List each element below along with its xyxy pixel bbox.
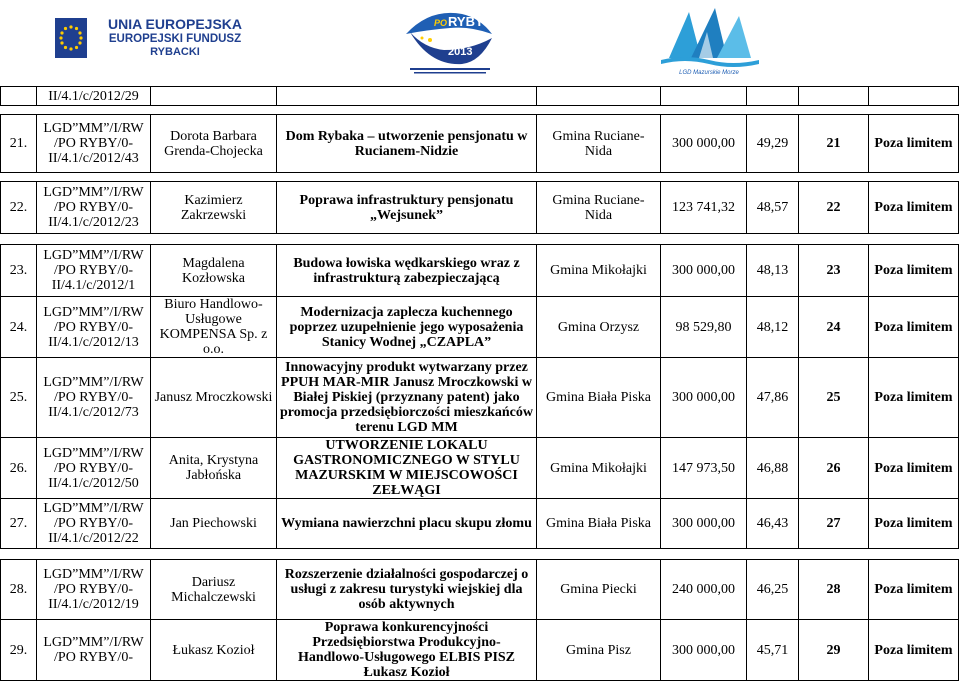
row-number: 26.: [1, 438, 37, 499]
score: 49,29: [747, 115, 799, 173]
status: [869, 87, 959, 106]
gap-cell: [799, 234, 869, 245]
row-gap: [1, 234, 959, 245]
row-number: 24.: [1, 297, 37, 358]
gap-cell: [37, 234, 151, 245]
eu-line-1: UNIA EUROPEJSKA: [107, 16, 243, 32]
applicant-name: Jan Piechowski: [151, 499, 277, 549]
gap-cell: [661, 549, 747, 560]
gap-cell: [1, 549, 37, 560]
application-number-line: II/4.1/c/2012/73: [48, 405, 139, 420]
lgd-caption-text: LGD Mazurskie Morze: [679, 70, 739, 76]
application-number-line: II/4.1/c/2012/19: [48, 597, 139, 612]
amount: 240 000,00: [661, 560, 747, 620]
application-number-line: II/4.1/c/2012/29: [48, 88, 139, 104]
status: Poza limitem: [869, 115, 959, 173]
gap-cell: [277, 549, 537, 560]
application-number-line: II/4.1/c/2012/13: [48, 334, 139, 350]
project-title: Dom Rybaka – utworzenie pensjonatu w Rucianem-Nidzie: [277, 115, 537, 173]
amount: 300 000,00: [661, 358, 747, 438]
project-title: Poprawa konkurencyjności Przedsiębiorstwa Produkcyjno-Handlowo-Usługowego ELBIS PISZ Łukasz Kozioł: [277, 620, 537, 681]
table-row: [1, 499, 959, 549]
project-title: UTWORZENIE LOKALU GASTRONOMICZNEGO W STYLU MAZURSKIM W MIEJSCOWOŚCI ZEŁWĄGI: [277, 438, 537, 499]
amount: [661, 87, 747, 106]
application-number-line: /PO RYBY/0-: [54, 460, 133, 476]
rank: 23: [799, 245, 869, 297]
gap-cell: [869, 234, 959, 245]
status: Poza limitem: [869, 620, 959, 681]
gap-cell: [37, 549, 151, 560]
gap-cell: [869, 173, 959, 182]
ryby-po-text: PO: [434, 18, 448, 28]
application-number-line: LGD”MM”/I/RW: [43, 121, 144, 136]
gap-cell: [799, 106, 869, 115]
gap-cell: [1, 106, 37, 115]
gap-cell: [1, 234, 37, 245]
application-number-line: II/4.1/c/2012/23: [48, 215, 139, 230]
rank: 27: [799, 499, 869, 549]
project-title: Wymiana nawierzchni placu skupu złomu: [277, 499, 537, 549]
rank: [799, 87, 869, 106]
score: 46,43: [747, 499, 799, 549]
location: [537, 87, 661, 106]
application-number: [37, 297, 151, 358]
application-number-line: /PO RYBY/0-: [54, 319, 133, 335]
application-number-line: II/4.1/c/2012/22: [48, 531, 139, 546]
amount: 300 000,00: [661, 115, 747, 173]
table-row: [1, 87, 959, 106]
application-number-line: /PO RYBY/0-: [54, 263, 133, 278]
eu-fund-logo: [55, 14, 243, 64]
project-title: Poprawa infrastruktury pensjonatu „Wejsunek”: [277, 182, 537, 234]
amount: 300 000,00: [661, 499, 747, 549]
applicant-name: Biuro Handlowo-Usługowe KOMPENSA Sp. z o.o.: [151, 297, 277, 358]
application-number-line: /PO RYBY/0-: [54, 390, 133, 405]
table-row: [1, 182, 959, 234]
gap-cell: [277, 173, 537, 182]
row-number: 29.: [1, 620, 37, 681]
gap-cell: [1, 173, 37, 182]
amount: 123 741,32: [661, 182, 747, 234]
application-number: [37, 560, 151, 620]
location: Gmina Piecki: [537, 560, 661, 620]
project-title: Rozszerzenie działalności gospodarczej o usługi z zakresu turystyki wiejskiej dla osób aktywnych: [277, 560, 537, 620]
location: Gmina Ruciane-Nida: [537, 182, 661, 234]
gap-cell: [747, 549, 799, 560]
gap-cell: [537, 173, 661, 182]
score: 45,71: [747, 620, 799, 681]
application-number-line: /PO RYBY/0-: [54, 650, 133, 665]
application-number-line: LGD”MM”/I/RW: [43, 304, 144, 320]
application-number: [37, 182, 151, 234]
score: [747, 87, 799, 106]
gap-cell: [869, 549, 959, 560]
status: Poza limitem: [869, 245, 959, 297]
applicant-name: Magdalena Kozłowska: [151, 245, 277, 297]
row-number: [1, 87, 37, 106]
table-body: [1, 87, 959, 681]
row-gap: [1, 173, 959, 182]
location: Gmina Biała Piska: [537, 358, 661, 438]
application-number-line: /PO RYBY/0-: [54, 200, 133, 215]
gap-cell: [277, 234, 537, 245]
score: 48,57: [747, 182, 799, 234]
status: Poza limitem: [869, 560, 959, 620]
applicant-name: Dariusz Michalczewski: [151, 560, 277, 620]
gap-cell: [537, 234, 661, 245]
row-number: 28.: [1, 560, 37, 620]
eu-fund-text: [95, 17, 255, 58]
applicant-name: [151, 87, 277, 106]
table-row: [1, 245, 959, 297]
application-number-line: /PO RYBY/0-: [54, 136, 133, 151]
status: Poza limitem: [869, 438, 959, 499]
gap-cell: [151, 106, 277, 115]
application-number-line: LGD”MM”/I/RW: [43, 635, 144, 650]
gap-cell: [537, 549, 661, 560]
po-ryby-logo: [400, 4, 500, 76]
location: Gmina Orzysz: [537, 297, 661, 358]
application-number: [37, 245, 151, 297]
applicant-name: Łukasz Kozioł: [151, 620, 277, 681]
table-row: [1, 560, 959, 620]
location: Gmina Mikołajki: [537, 438, 661, 499]
application-number-line: LGD”MM”/I/RW: [43, 248, 144, 263]
application-number: [37, 115, 151, 173]
ryby-year-2: 2013: [448, 46, 473, 58]
table-row: [1, 358, 959, 438]
score: 47,86: [747, 358, 799, 438]
row-number: 21.: [1, 115, 37, 173]
score: 48,13: [747, 245, 799, 297]
table-row: [1, 438, 959, 499]
status: Poza limitem: [869, 182, 959, 234]
project-title: [277, 87, 537, 106]
score: 46,25: [747, 560, 799, 620]
lgd-mazurskie-morze-logo: [655, 4, 763, 76]
row-number: 23.: [1, 245, 37, 297]
score: 48,12: [747, 297, 799, 358]
status: Poza limitem: [869, 499, 959, 549]
gap-cell: [151, 173, 277, 182]
location: Gmina Biała Piska: [537, 499, 661, 549]
application-number: [37, 358, 151, 438]
application-number-line: LGD”MM”/I/RW: [43, 185, 144, 200]
ranking-table: [0, 86, 959, 681]
application-number: [37, 620, 151, 681]
project-title: Budowa łowiska wędkarskiego wraz z infrastrukturą zabezpieczającą: [277, 245, 537, 297]
gap-cell: [799, 173, 869, 182]
amount: 98 529,80: [661, 297, 747, 358]
rank: 26: [799, 438, 869, 499]
amount: 300 000,00: [661, 620, 747, 681]
gap-cell: [37, 173, 151, 182]
location: Gmina Mikołajki: [537, 245, 661, 297]
gap-cell: [37, 106, 151, 115]
rank: 21: [799, 115, 869, 173]
application-number-line: II/4.1/c/2012/1: [51, 278, 136, 293]
gap-cell: [661, 234, 747, 245]
row-gap: [1, 106, 959, 115]
rank: 28: [799, 560, 869, 620]
gap-cell: [277, 106, 537, 115]
applicant-name: Kazimierz Zakrzewski: [151, 182, 277, 234]
score: 46,88: [747, 438, 799, 499]
gap-cell: [661, 173, 747, 182]
rank: 24: [799, 297, 869, 358]
gap-cell: [151, 234, 277, 245]
applicant-name: Anita, Krystyna Jabłońska: [151, 438, 277, 499]
amount: 300 000,00: [661, 245, 747, 297]
page-header: [0, 0, 960, 86]
table-row: [1, 115, 959, 173]
location: Gmina Pisz: [537, 620, 661, 681]
status: Poza limitem: [869, 297, 959, 358]
application-number: [37, 438, 151, 499]
application-number-line: LGD”MM”/I/RW: [43, 445, 144, 461]
ryby-name-text: RYBY: [448, 14, 484, 29]
rank: 29: [799, 620, 869, 681]
gap-cell: [747, 173, 799, 182]
gap-cell: [747, 234, 799, 245]
row-gap: [1, 549, 959, 560]
eu-line-2: EUROPEJSKI FUNDUSZ: [108, 32, 242, 45]
rank: 22: [799, 182, 869, 234]
application-number: [37, 499, 151, 549]
table-row: [1, 297, 959, 358]
row-number: 25.: [1, 358, 37, 438]
gap-cell: [151, 549, 277, 560]
applicant-name: Janusz Mroczkowski: [151, 358, 277, 438]
gap-cell: [799, 549, 869, 560]
application-number-line: II/4.1/c/2012/50: [48, 475, 139, 491]
eu-line-3: RYBACKI: [150, 45, 200, 58]
row-number: 22.: [1, 182, 37, 234]
table-row: [1, 620, 959, 681]
gap-cell: [661, 106, 747, 115]
gap-cell: [747, 106, 799, 115]
project-title: Innowacyjny produkt wytwarzany przez PPUH MAR-MIR Janusz Mroczkowski w Białej Piskiej (przyznany patent) jako promocja przedsiębiorczości mieszkańców terenu LGD MM: [277, 358, 537, 438]
application-number-line: /PO RYBY/0-: [54, 582, 133, 597]
amount: 147 973,50: [661, 438, 747, 499]
ryby-year-1: 2007: [448, 34, 473, 46]
gap-cell: [537, 106, 661, 115]
gap-cell: [869, 106, 959, 115]
project-title: Modernizacja zaplecza kuchennego poprzez uzupełnienie jego wyposażenia Stanicy Wodnej „CZAPLA”: [277, 297, 537, 358]
status: Poza limitem: [869, 358, 959, 438]
eu-flag-icon: [55, 18, 87, 58]
applicant-name: Dorota Barbara Grenda-Chojecka: [151, 115, 277, 173]
row-number: 27.: [1, 499, 37, 549]
application-number-line: LGD”MM”/I/RW: [43, 501, 144, 516]
application-number-line: LGD”MM”/I/RW: [43, 375, 144, 390]
location: Gmina Ruciane-Nida: [537, 115, 661, 173]
application-number-line: LGD”MM”/I/RW: [43, 567, 144, 582]
application-number-line: II/4.1/c/2012/43: [48, 151, 139, 166]
rank: 25: [799, 358, 869, 438]
application-number: [37, 87, 151, 106]
application-number-line: /PO RYBY/0-: [54, 516, 133, 531]
